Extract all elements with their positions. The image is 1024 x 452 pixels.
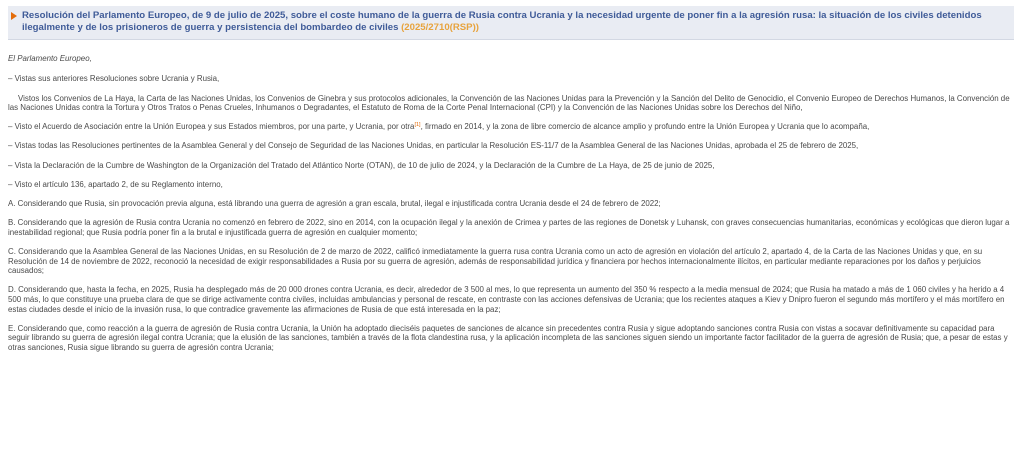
citation-3-text-start: – Visto el Acuerdo de Asociación entre la Unión Europea y sus Estados miembros, por una parte, y Ucrania, por otra bbox=[8, 122, 415, 132]
citation-3-text-end: , firmado en 2014, y la zona de libre comercio de alcance amplio y profundo entre la Unión Europea y Ucrania que lo acompaña, bbox=[420, 122, 870, 132]
citation-6: – Visto el artículo 136, apartado 2, de su Reglamento interno, bbox=[8, 179, 223, 189]
preamble: El Parlamento Europeo, bbox=[8, 54, 92, 63]
resolution-title-bar bbox=[8, 6, 1014, 40]
procedure-reference-link[interactable]: (2025/2710(RSP)) bbox=[401, 22, 479, 33]
recital-d: D. Considerando que, hasta la fecha, en 2025, Rusia ha desplegado más de 20 000 drones contra Ucrania, es decir, alrededor de 3 500 al mes, lo que representa un aumento del 350 % respecto a la media mensual de 2024; que Rusia ha matado a más de 1 060 civiles y ha herido a 4 500 más, lo que constituye una prueba clara de que se dirige activamente contra civiles, incluidas ambulancias y personal de rescate, en contraste con las acciones defensivas de Ucrania; que los recientes ataques a Kiev y Dnipro fueron el segundo más mortífero y el más mortífero en estas ciudades desde el inicio de la invasión rusa, lo que contradice gravemente las afirmaciones de Rusia de que está interesada en la paz; bbox=[8, 285, 1005, 314]
resolution-title: Resolución del Parlamento Europeo, de 9 de julio de 2025, sobre el coste humano de la guerra de Rusia contra Ucrania y la necesidad urgente de poner fin a la agresión rusa: la situación de los civiles detenidos ilegalmente y de los prisioneros de guerra y persistencia del bombardeo de civiles bbox=[22, 10, 982, 33]
resolution-body bbox=[8, 54, 1014, 353]
citation-3 bbox=[8, 121, 1014, 132]
citation-5: – Vista la Declaración de la Cumbre de Washington de la Organización del Tratado del Atlántico Norte (OTAN), de 10 de julio de 2024, y la Declaración de la Cumbre de La Haya, de 25 de junio de 2025, bbox=[8, 160, 715, 170]
footnote-link[interactable]: [1] bbox=[414, 122, 421, 129]
citation-4: – Vistas todas las Resoluciones pertinentes de la Asamblea General y del Consejo de Seguridad de las Naciones Unidas, en particular la Resolución ES-11/7 de la Asamblea General de las Naciones Unidas, aprobada el 25 de febrero de 2025, bbox=[8, 140, 859, 150]
recital-c: C. Considerando que la Asamblea General de las Naciones Unidas, en su Resolución de 2 de marzo de 2022, calificó inmediatamente la guerra rusa contra Ucrania como un acto de agresión en violación del artículo 2, apartado 4, de la Carta de las Naciones Unidas y que, en su Resolución de 14 de noviembre de 2022, reconoció la necesidad de exigir responsabilidades a Rusia por su guerra de agresión, además de responsabilidad jurídica y financiera por hechos internacionalmente ilícitos, en particular mediante reparaciones por los daños y perjuicios causados; bbox=[8, 246, 983, 276]
document bbox=[0, 6, 1024, 452]
citation-2: Vistos los Convenios de La Haya, la Carta de las Naciones Unidas, los Convenios de Ginebra y sus protocolos adicionales, la Convención de las Naciones Unidas para la Prevención y la Sanción del Delito de Genocidio, el Convenio Europeo de Derechos Humanos, la Convención de las Naciones Unidas contra la Tortura y Otros Tratos o Penas Crueles, Inhumanos o Degradantes, el Estatuto de Roma de la Corte Penal Internacional (CPI) y la Convención de las Naciones Unidas sobre los Derechos del Niño, bbox=[8, 93, 1010, 113]
recital-a: A. Considerando que Rusia, sin provocación previa alguna, está librando una guerra de agresión a gran escala, brutal, ilegal e injustificada contra Ucrania desde el 24 de febrero de 2022; bbox=[8, 199, 661, 209]
arrow-marker-icon bbox=[11, 12, 17, 20]
recital-e: E. Considerando que, como reacción a la guerra de agresión de Rusia contra Ucrania, la Unión ha adoptado dieciséis paquetes de sanciones de alcance sin precedentes contra Rusia y sigue adoptando sanciones contra Rusia con vistas a socavar definitivamente su capacidad para seguir librando su guerra de agresión ilegal contra Ucrania; que la elusión de las sanciones, también a través de la flota clandestina rusa, y la aplicación incompleta de las sanciones siguen siendo un importante factor facilitador de la guerra de agresión de Rusia; que, a pesar de estas y otras sanciones, Rusia sigue librando su guerra de agresión contra Ucrania; bbox=[8, 323, 1008, 353]
citation-1: – Vistas sus anteriores Resoluciones sobre Ucrania y Rusia, bbox=[8, 73, 220, 83]
recital-b: B. Considerando que la agresión de Rusia contra Ucrania no comenzó en febrero de 2022, sino en 2014, con la ocupación ilegal y la anexión de Crimea y partes de las regiones de Donetsk y Luhansk, con graves consecuencias humanitarias, económicas y ecológicas que dieron lugar a inestabilidad regional; que Rusia podría poner fin a la brutal e injustificada guerra de agresión en cualquier momento; bbox=[8, 218, 1010, 237]
